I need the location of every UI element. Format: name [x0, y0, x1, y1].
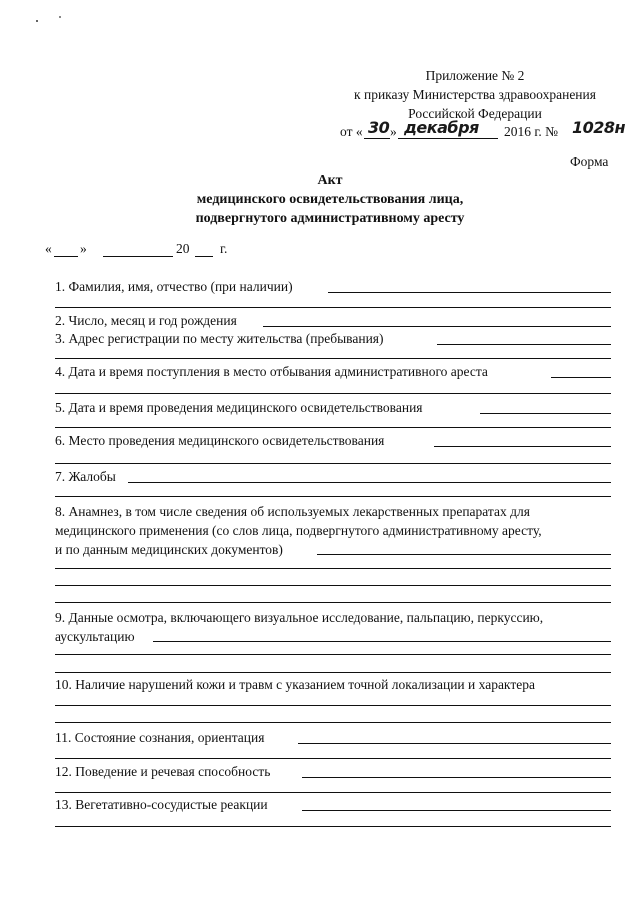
- order-month: декабря: [404, 118, 479, 137]
- field-address-extra-line[interactable]: [55, 358, 611, 359]
- appendix-title: Приложение № 2: [425, 68, 525, 83]
- scan-specks: [0, 0, 640, 40]
- field-consciousness-extra-line[interactable]: [55, 758, 611, 759]
- order-number: 1028н: [572, 118, 626, 137]
- field-anamnesis: [55, 502, 611, 559]
- act-date-row: [45, 241, 345, 261]
- date-close-quote: »: [80, 241, 87, 256]
- field-examination-line-1: 9. Данные осмотра, включающего визуальное исследование, пальпацию, перкуссию,: [55, 610, 544, 625]
- field-examination-line-2: аускультацию: [55, 629, 135, 644]
- order-year: 2016 г. №: [504, 124, 559, 139]
- field-skin-injuries: [55, 677, 611, 695]
- field-skin-injuries-line-a[interactable]: [55, 705, 611, 706]
- field-examination-input[interactable]: [153, 641, 611, 642]
- field-examination-line-2-row: [55, 627, 611, 646]
- title-line-2: медицинского освидетельствования лица,: [196, 192, 464, 207]
- appendix-header: [330, 66, 620, 123]
- field-behavior-speech: [55, 764, 611, 782]
- field-skin-injuries-line-b[interactable]: [55, 722, 611, 723]
- field-address-input[interactable]: [437, 344, 611, 345]
- field-behavior-speech-label: 12. Поведение и речевая способность: [55, 764, 271, 779]
- field-complaints: [55, 469, 611, 487]
- field-anamnesis-input[interactable]: [317, 554, 611, 555]
- field-skin-injuries-label: 10. Наличие нарушений кожи и травм с указанием точной локализации и характера: [55, 677, 535, 692]
- order-reference: к приказу Министерства здравоохранения: [354, 87, 596, 102]
- field-anamnesis-line-a[interactable]: [55, 568, 611, 569]
- date-open-quote: «: [45, 241, 52, 256]
- field-full-name: [55, 279, 611, 297]
- field-exam-place-input[interactable]: [434, 446, 611, 447]
- field-anamnesis-line-b[interactable]: [55, 585, 611, 586]
- field-anamnesis-line-3: и по данным медицинских документов): [55, 542, 283, 557]
- form-label: Форма: [570, 154, 609, 169]
- field-address: [55, 331, 611, 349]
- field-complaints-input[interactable]: [128, 482, 611, 483]
- field-full-name-input[interactable]: [328, 292, 611, 293]
- field-exam-datetime-input[interactable]: [480, 413, 611, 414]
- order-authority: Российской Федерации: [408, 106, 542, 121]
- field-behavior-speech-extra-line[interactable]: [55, 792, 611, 793]
- field-vegetative-reactions-extra-line[interactable]: [55, 826, 611, 827]
- field-arrival-datetime-input[interactable]: [551, 377, 611, 378]
- field-consciousness: [55, 730, 611, 748]
- order-ot: от «: [340, 124, 363, 139]
- title-line-3: подвергнутого административному аресту: [195, 211, 465, 226]
- order-day-close: »: [390, 124, 397, 139]
- field-examination-line-a[interactable]: [55, 654, 611, 655]
- field-behavior-speech-input[interactable]: [302, 777, 611, 778]
- field-birth-date-label: 2. Число, месяц и год рождения: [55, 313, 237, 328]
- field-anamnesis-line-3-row: [55, 540, 611, 559]
- field-consciousness-input[interactable]: [298, 743, 611, 744]
- field-consciousness-label: 11. Состояние сознания, ориентация: [55, 730, 265, 745]
- field-complaints-extra-line[interactable]: [55, 496, 611, 497]
- field-examination-line-b[interactable]: [55, 672, 611, 673]
- field-anamnesis-line-2: медицинского применения (со слов лица, подвергнутого административному аресту,: [55, 523, 542, 538]
- date-year-prefix: 20: [176, 241, 190, 256]
- date-year-suffix: г.: [220, 241, 228, 256]
- field-vegetative-reactions-label: 13. Вегетативно-сосудистые реакции: [55, 797, 268, 812]
- field-address-label: 3. Адрес регистрации по месту жительства (пребывания): [55, 331, 384, 346]
- field-birth-date-input[interactable]: [263, 326, 611, 327]
- field-full-name-label: 1. Фамилия, имя, отчество (при наличии): [55, 279, 293, 294]
- field-vegetative-reactions-input[interactable]: [302, 810, 611, 811]
- field-complaints-label: 7. Жалобы: [55, 469, 116, 484]
- field-exam-place: [55, 433, 611, 451]
- field-examination-data: [55, 608, 611, 646]
- title-line-1: Акт: [317, 173, 343, 188]
- field-anamnesis-line-c[interactable]: [55, 602, 611, 603]
- field-birth-date: [55, 313, 611, 331]
- field-exam-place-extra-line[interactable]: [55, 463, 611, 464]
- field-arrival-datetime: [55, 364, 611, 382]
- date-day-blank[interactable]: [54, 256, 78, 257]
- field-exam-datetime-label: 5. Дата и время проведения медицинского освидетельствования: [55, 400, 423, 415]
- date-month-blank[interactable]: [103, 256, 173, 257]
- field-arrival-datetime-label: 4. Дата и время поступления в место отбывания административного ареста: [55, 364, 488, 379]
- order-day: 30: [368, 118, 390, 137]
- field-anamnesis-line-1: 8. Анамнез, в том числе сведения об используемых лекарственных препаратах для: [55, 504, 530, 519]
- field-full-name-extra-line[interactable]: [55, 307, 611, 308]
- document-title: [120, 171, 540, 228]
- field-arrival-extra-line[interactable]: [55, 393, 611, 394]
- date-year-blank[interactable]: [195, 256, 213, 257]
- field-exam-place-label: 6. Место проведения медицинского освидетельствования: [55, 433, 385, 448]
- field-vegetative-reactions: [55, 797, 611, 815]
- field-exam-datetime: [55, 400, 611, 418]
- field-exam-datetime-extra-line[interactable]: [55, 427, 611, 428]
- order-date-line: [340, 118, 630, 140]
